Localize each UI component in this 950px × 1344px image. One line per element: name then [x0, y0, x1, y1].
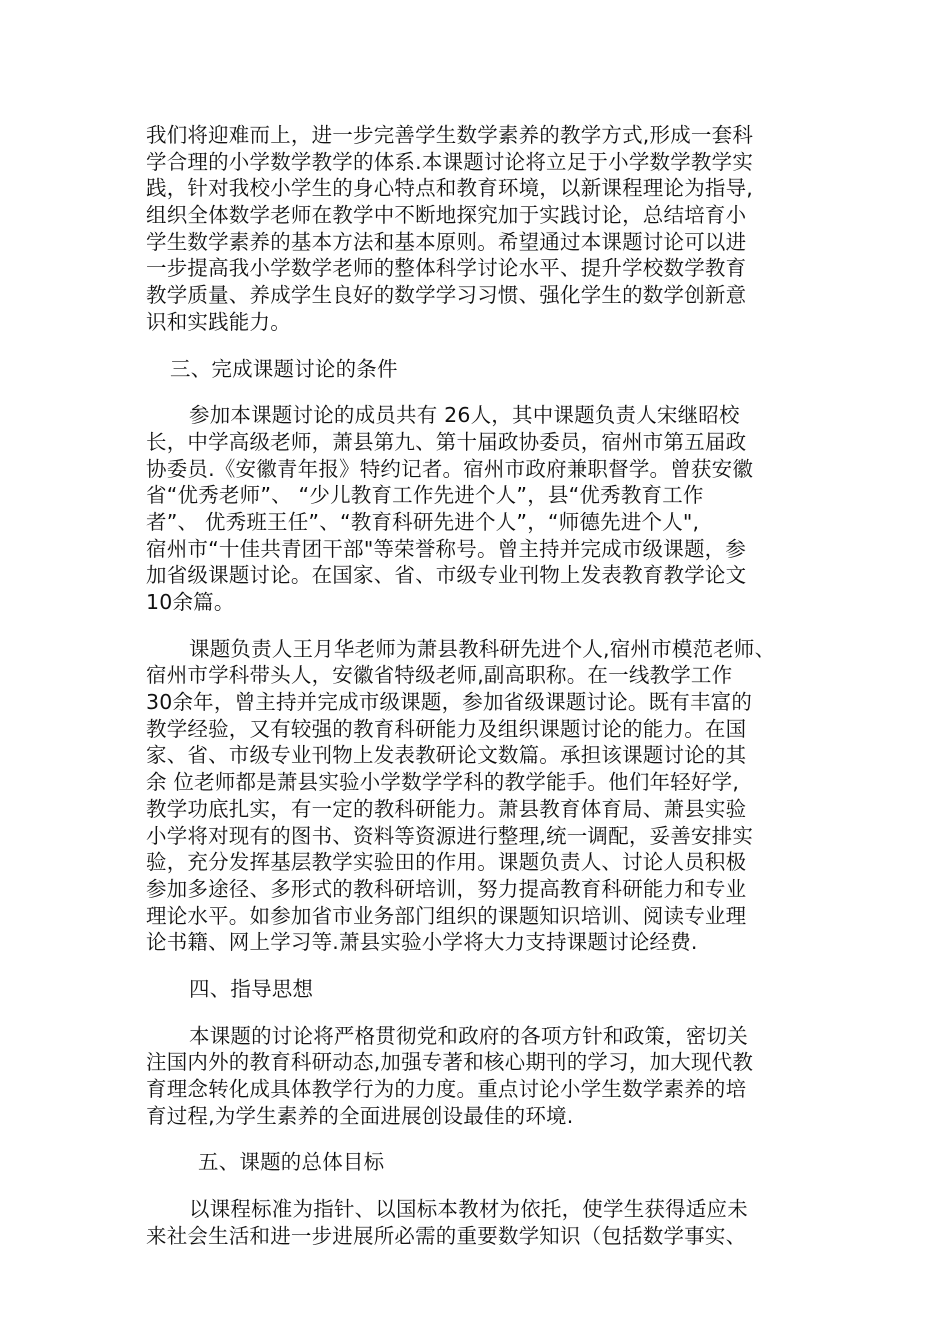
text-line: 长，中学高级老师，萧县第九、第十届政协委员，宿州市第五届政: [146, 429, 747, 454]
text-line: 学生数学素养的基本方法和基本原则。希望通过本课题讨论可以进: [146, 229, 747, 254]
text-line: 践，针对我校小学生的身心特点和教育环境，以新课程理论为指导,: [146, 176, 754, 201]
text-line: 省“优秀老师”、 “少儿教育工作先进个人”，县“优秀教育工作: [146, 483, 704, 508]
text-line: 余 位老师都是萧县实验小学数学学科的教学能手。他们年轻好学,: [146, 770, 740, 795]
spacer: [146, 1176, 810, 1196]
text-line: 课题负责人王月华老师为萧县教科研先进个人,宿州市模范老师、: [189, 636, 776, 661]
text-line: 教学功底扎实，有一定的教科研能力。萧县教育体育局、萧县实验: [146, 796, 747, 821]
text-line: 理论水平。如参加省市业务部门组织的课题知识培训、阅读专业理: [146, 903, 747, 928]
paragraph-guide: [146, 1023, 810, 1130]
text-line: 小学将对现有的图书、资料等资源进行整理,统一调配，妥善安排实: [146, 823, 754, 848]
spacer: [146, 1003, 810, 1023]
spacer: [146, 956, 810, 976]
text-line: 学合理的小学数学教学的体系.本课题讨论将立足于小学数学教学实: [146, 149, 754, 174]
text-line: 育理念转化成具体教学行为的力度。重点讨论小学生数学素养的培: [146, 1077, 747, 1101]
paragraph-intro: [146, 122, 810, 336]
paragraph-members: [146, 402, 810, 616]
text-line: 育过程,为学生素养的全面进展创设最佳的环境.: [146, 1103, 574, 1128]
section-heading-4: 四、指导思想: [189, 976, 314, 1001]
spacer: [146, 1129, 810, 1149]
text-line: 教学质量、养成学生良好的数学学习习惯、强化学生的数学创新意: [146, 283, 747, 308]
spacer: [146, 382, 810, 402]
paragraph-leader: [146, 636, 810, 956]
text-line: 宿州市“十佳共青团干部"等荣誉称号。曾主持并完成市级课题，参: [146, 536, 747, 561]
spacer: [146, 336, 810, 356]
text-line: 我们将迎难而上，进一步完善学生数学素养的教学方式,形成一套科: [146, 123, 754, 147]
text-line: 家、省、市级专业刊物上发表教研论文数篇。承担该课题讨论的其: [146, 743, 747, 768]
text-line: 组织全体数学老师在教学中不断地探究加于实践讨论，总结培育小: [146, 203, 747, 228]
text-line: 10余篇。: [146, 590, 235, 614]
text-line: 以课程标准为指针、以国标本教材为依托，使学生获得适应未: [189, 1197, 748, 1222]
text-line: 30余年，曾主持并完成市级课题，参加省级课题讨论。既有丰富的: [146, 690, 753, 715]
paragraph-goal: [146, 1196, 810, 1249]
text-line: 识和实践能力。: [146, 309, 291, 334]
section-heading-5: 五、课题的总体目标: [198, 1150, 385, 1175]
text-line: 者”、 优秀班王任”、“教育科研先进个人”，“师德先进个人",: [146, 509, 700, 534]
text-line: 论书籍、网上学习等.萧县实验小学将大力支持课题讨论经费.: [146, 930, 698, 955]
text-line: 注国内外的教育科研动态,加强专著和核心期刊的学习，加大现代教: [146, 1050, 754, 1075]
spacer: [146, 616, 810, 636]
section-heading-3: 三、完成课题讨论的条件: [170, 356, 398, 381]
text-line: 参加本课题讨论的成员共有 26人，其中课题负责人宋继昭校: [189, 403, 740, 428]
text-line: 宿州市学科带头人，安徽省特级老师,副高职称。在一线教学工作: [146, 663, 733, 688]
document-body: [146, 122, 810, 1249]
text-line: 一步提高我小学数学老师的整体科学讨论水平、提升学校数学教育: [146, 256, 747, 281]
text-line: 教学经验，又有较强的教育科研能力及组织课题讨论的能力。在国: [146, 716, 747, 741]
text-line: 本课题的讨论将严格贯彻党和政府的各项方针和政策，密切关: [189, 1023, 748, 1048]
text-line: 验，充分发挥基层教学实验田的作用。课题负责人、讨论人员积极: [146, 850, 747, 875]
text-line: 协委员.《安徽青年报》特约记者。宿州市政府兼职督学。曾获安徽: [146, 456, 754, 481]
text-line: 加省级课题讨论。在国家、省、市级专业刊物上发表教育教学论文: [146, 563, 747, 588]
text-line: 参加多途径、多形式的教科研培训，努力提高教育科研能力和专业: [146, 876, 747, 901]
text-line: 来社会生活和进一步进展所必需的重要数学知识（包括数学事实、: [146, 1223, 747, 1248]
